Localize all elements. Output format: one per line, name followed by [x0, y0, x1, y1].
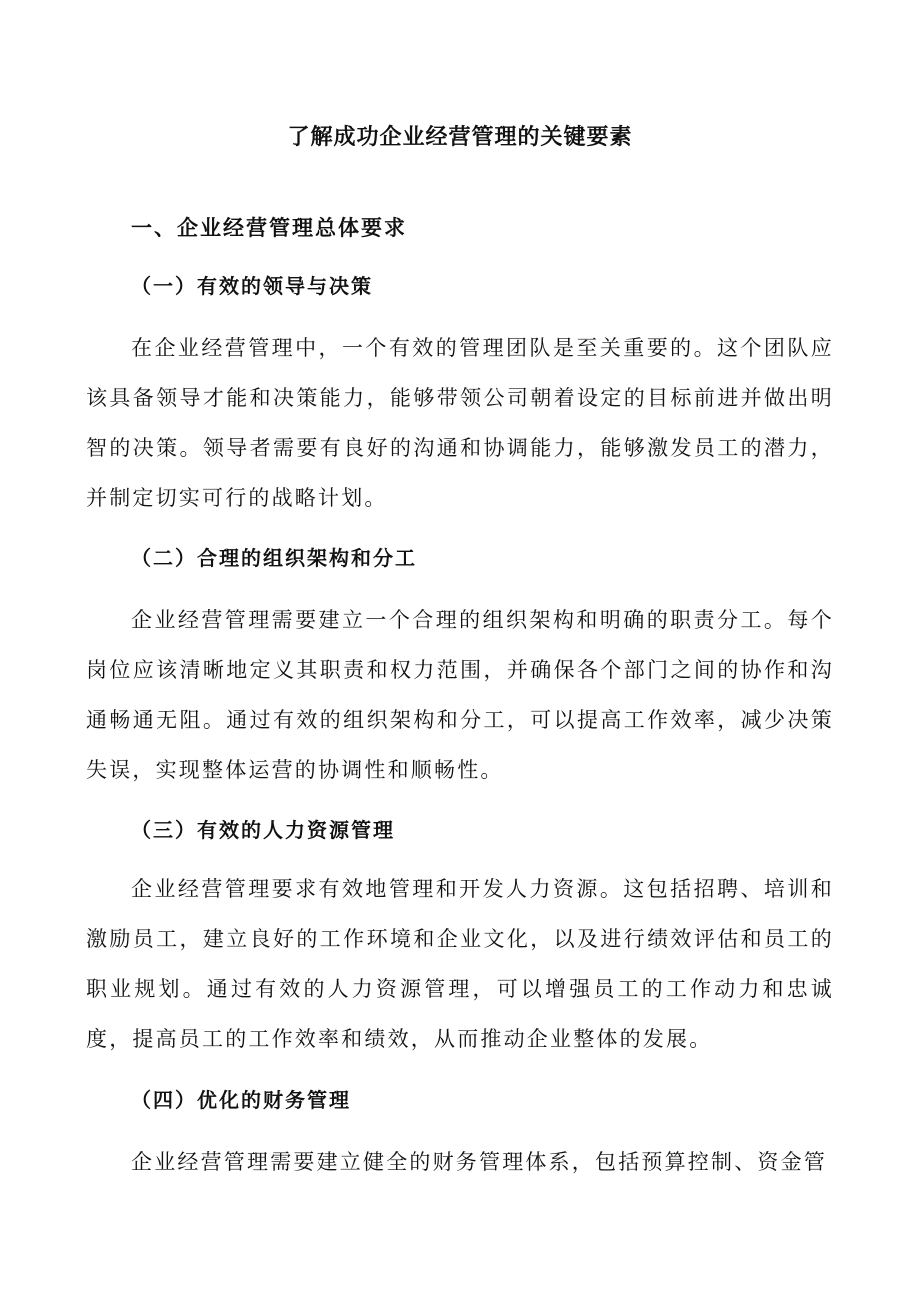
subsection-heading-4: （四）优化的财务管理: [131, 1088, 351, 1112]
document-title: 了解成功企业经营管理的关键要素: [287, 125, 633, 150]
subsection-paragraph-2: 企业经营管理需要建立一个合理的组织架构和明确的职责分工。每个岗位应该清晰地定义其职责和权力范围，并确保各个部门之间的协作和沟通畅通无阻。通过有效的组织架构和分工，可以提高工作效率，减少决策失误，实现整体运营的协调性和顺畅性。: [86, 608, 834, 782]
subsection-paragraph-4: 企业经营管理需要建立健全的财务管理体系，包括预算控制、资金管: [131, 1150, 827, 1174]
subsection-heading-1: （一）有效的领导与决策: [131, 274, 373, 298]
section-heading: 一、企业经营管理总体要求: [131, 216, 407, 240]
subsection-heading-3: （三）有效的人力资源管理: [131, 818, 395, 842]
subsection-paragraph-3: 企业经营管理要求有效地管理和开发人力资源。这包括招聘、培训和激励员工，建立良好的工作环境和企业文化，以及进行绩效评估和员工的职业规划。通过有效的人力资源管理，可以增强员工的工作动力和忠诚度，提高员工的工作效率和绩效，从而推动企业整体的发展。: [86, 877, 834, 1051]
subsection-heading-2: （二）合理的组织架构和分工: [131, 546, 417, 570]
subsection-paragraph-1: 在企业经营管理中，一个有效的管理团队是至关重要的。这个团队应该具备领导才能和决策能力，能够带领公司朝着设定的目标前进并做出明智的决策。领导者需要有良好的沟通和协调能力，能够激发员工的潜力，并制定切实可行的战略计划。: [86, 336, 834, 510]
